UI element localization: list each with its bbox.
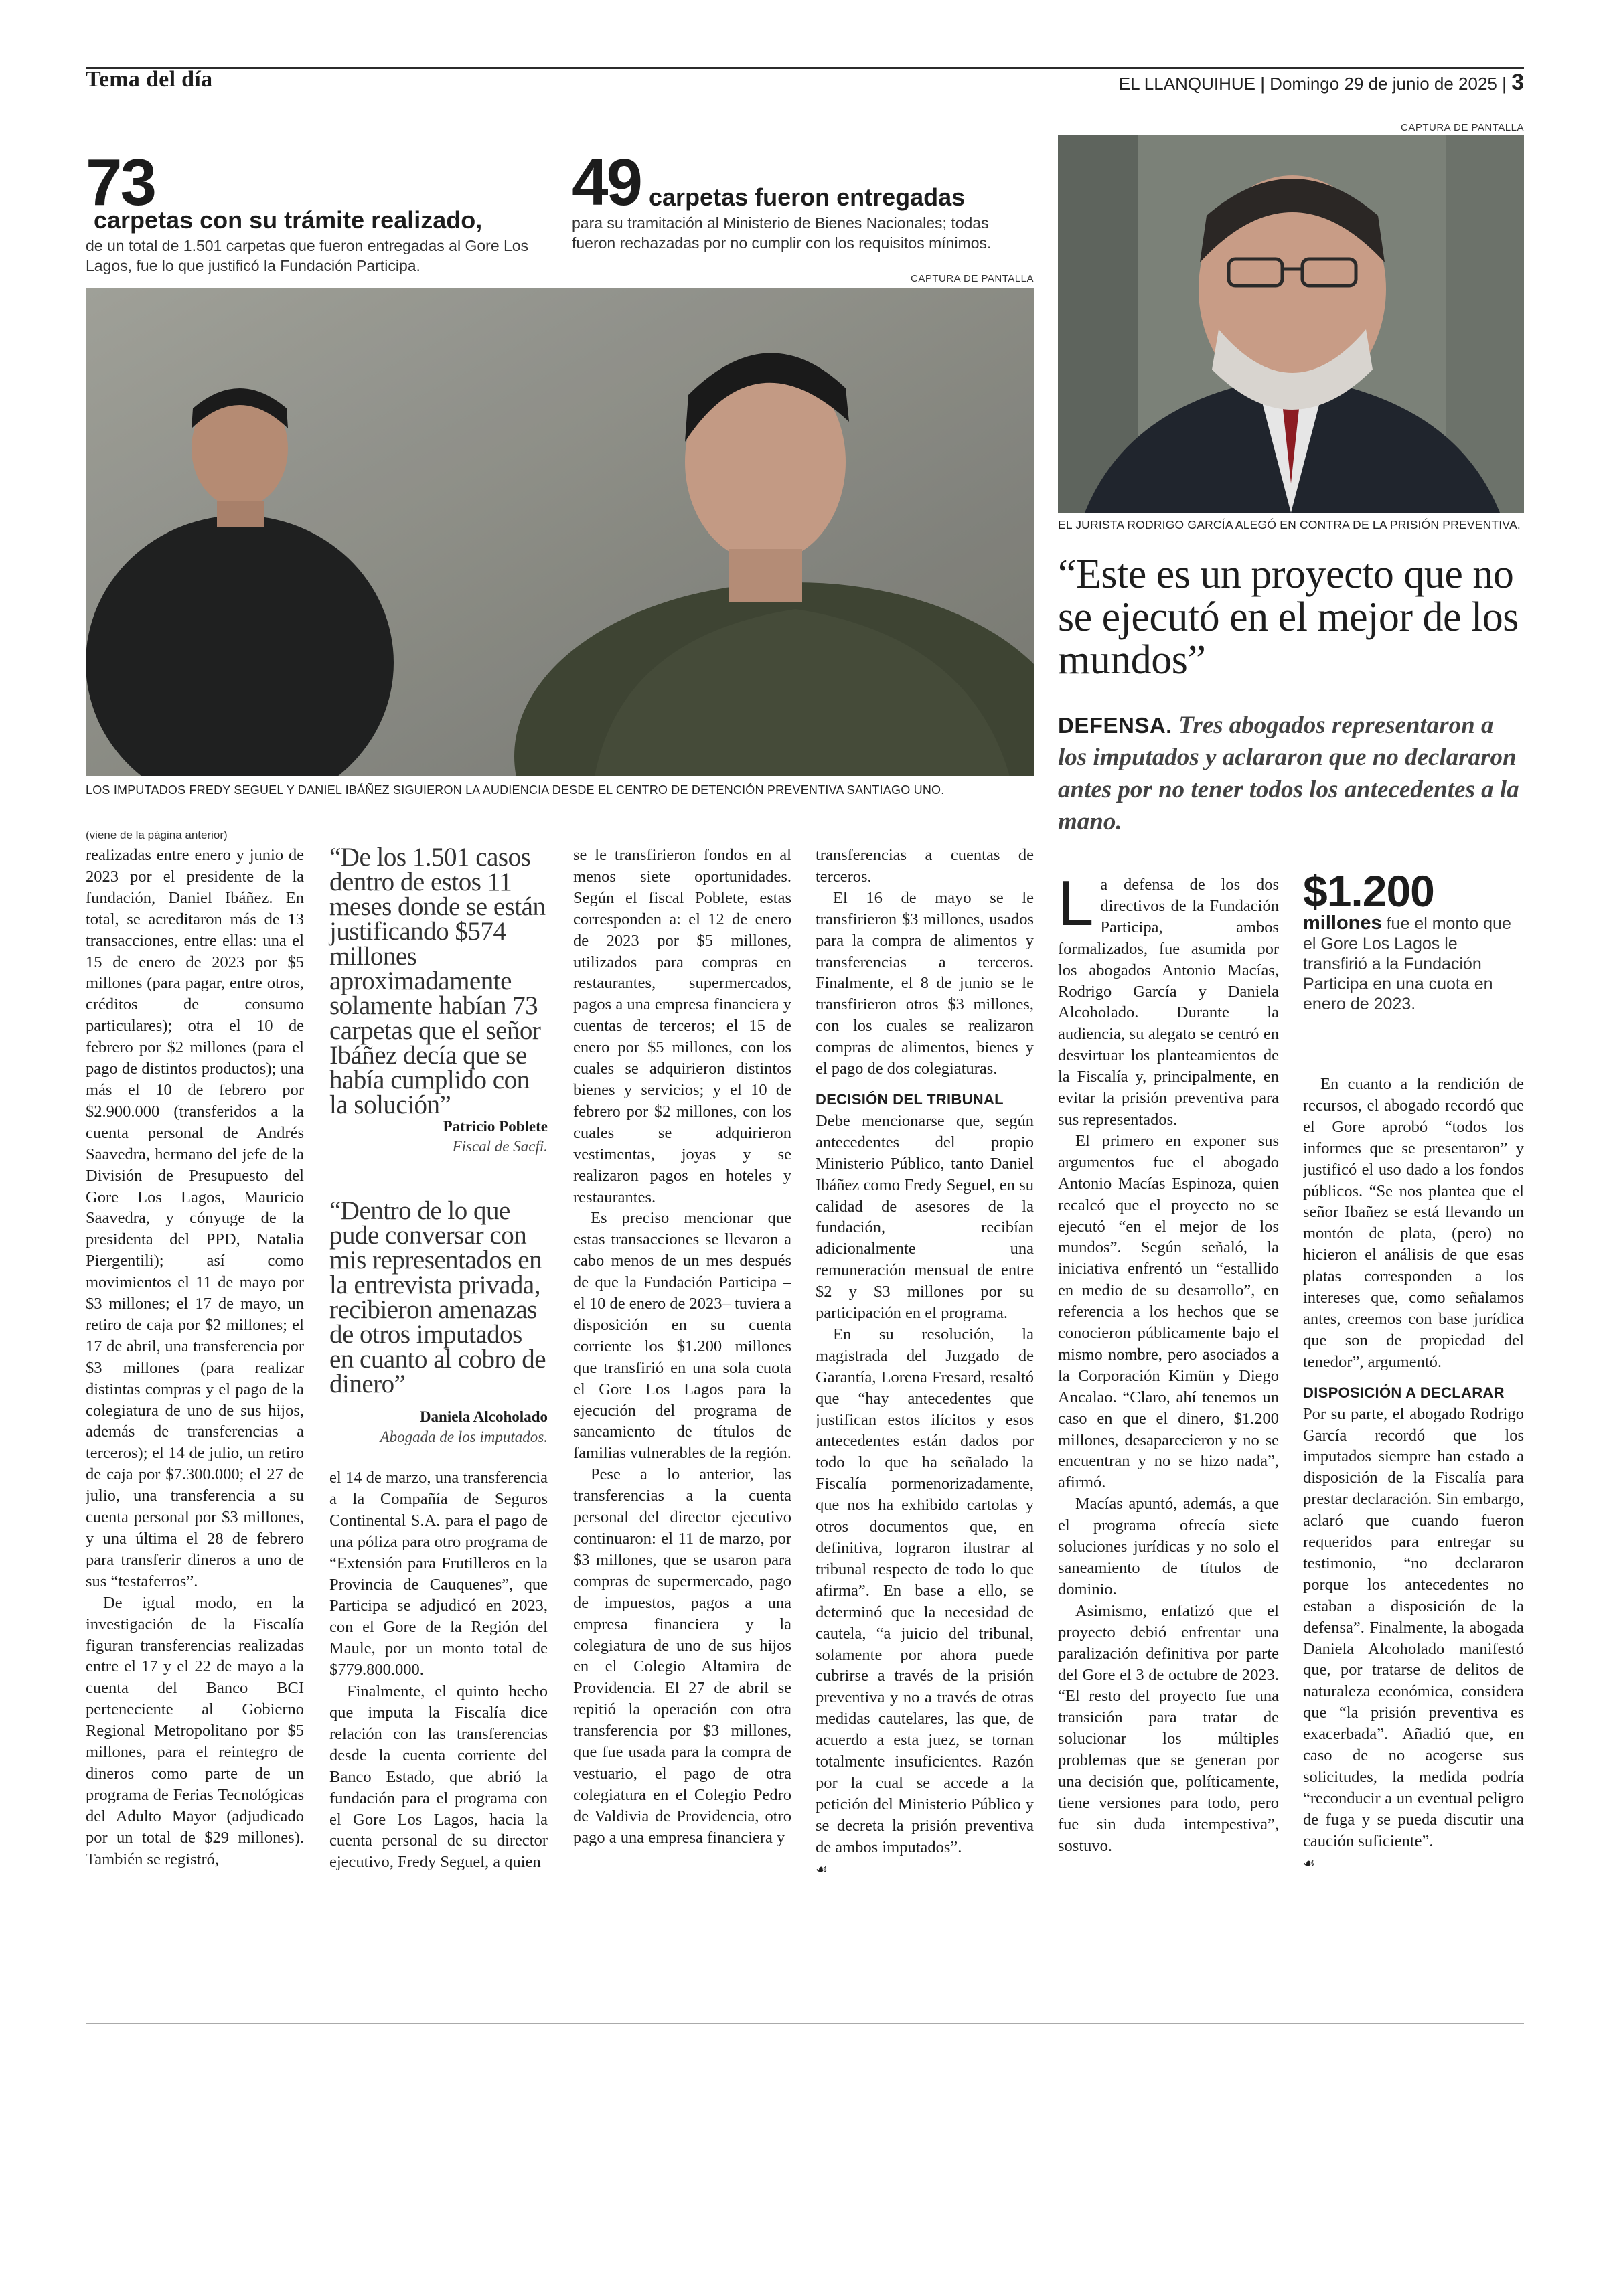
main-photo-caption: LOS IMPUTADOS FREDY SEGUEL Y DANIEL IBÁÑEZ SIGUIERON LA AUDIENCIA DESDE EL CENTRO DE DETENCIÓN PREVENTIVA SANTIAGO UNO. xyxy=(86,783,945,797)
paragraph: El 16 de mayo se le transfirieron $3 millones, usados para la compra de alimentos y transferencias a terceros. Finalmente, el 8 de junio se le transfirieron otros $3 millones, con los cuales se realizaron compras de alimentos, bienes y el pago de dos colegiaturas. xyxy=(816,888,1034,1078)
paragraph: se le transfirieron fondos en al menos siete oportunidades. Según el fiscal Poblete, estas corresponden a: el 12 de enero de 2023 por $5 millones, utilizados para compras en restaurantes, supermercados, pagos a una empresa financiera y cuentas de terceros; el 15 de enero por $5 millones, con los cuales se adquirieron distintos bienes y servicios; y el 10 de febrero por $2 millones, con los cuales se adquirieron vestimentas, joyas y se realizaron pagos en hoteles y restaurantes. xyxy=(573,846,791,1206)
paragraph: De igual modo, en la investigación de la Fiscalía figuran transferencias realizadas entre el 17 y el 22 de mayo a la cuenta del Banco BCI perteneciente al Gobierno Regional Metropolitano por $5 millones, para el reintegro de dineros como parte de un programa de Ferias Tecnológicas del Adulto Mayor (adjudicado por un total de $29 millones). También se registró, xyxy=(86,1593,304,1868)
stat-number: 49 xyxy=(572,145,641,219)
masthead: EL LLANQUIHUE | Domingo 29 de junio de 2025 | 3 xyxy=(1118,70,1524,95)
paragraph: Debe mencionarse que, según antecedentes del propio Ministerio Público, tanto Daniel Ibáñez como Fredy Seguel, en su calidad de asesores de la fundación, recibían adicionalmente una remuneración mensual de entre $2 y $3 millones por su participación en el programa. xyxy=(816,1111,1034,1323)
quote-author: Patricio Poblete xyxy=(443,1118,548,1135)
body-column-3 xyxy=(573,845,791,1909)
paragraph: Pese a lo anterior, las transferencias a la cuenta personal del director ejecutivo continuaron: el 11 de marzo, por $3 millones, que se usaron para compras de supermercado, pago de impuestos, pagos a una empresa financiera y la colegiatura de uno de sus hijos en el Colegio Altamira de Providencia. El 27 de abril se repitió la operación con otra transferencia por $3 millones, que fue usada para la compra de vestuario, el pago de otra colegiatura en el Colegio Pedro de Valdivia de Providencia, otro pago a una empresa financiera y xyxy=(573,1465,791,1847)
side-dek xyxy=(1058,710,1524,838)
quote-author: Daniela Alcoholado xyxy=(419,1408,548,1425)
bottom-rule xyxy=(86,2023,1524,2024)
video-call-image xyxy=(86,288,1034,776)
stat-label: carpetas con su trámite realizado, xyxy=(94,206,483,234)
pull-quote-2: “Dentro de lo que pude conversar con mis representados en la entrevista privada, recibieron amenazas de otros imputados en cuanto al cobro de dinero” xyxy=(329,1196,546,1398)
issue-date: Domingo 29 de junio de 2025 xyxy=(1270,74,1497,94)
side-photo xyxy=(1058,135,1524,513)
header-rule xyxy=(86,67,1524,69)
paper-name: EL LLANQUIHUE xyxy=(1118,74,1255,94)
big-stat-box xyxy=(1303,866,1524,1014)
dek-label: DEFENSA. xyxy=(1058,713,1172,738)
paragraph: Es preciso mencionar que estas transacciones se llevaron a cabo menos de un mes después de que la Fundación Participa –el 10 de enero de 2023– tuviera a disposición en su cuenta corriente los $1.200 millones que transfirió en una sola cuota el Gore Los Lagos para la ejecución del programa de saneamiento de títulos de familias vulnerables de la región. xyxy=(573,1209,791,1463)
body-column-2 xyxy=(329,1467,548,1909)
body-column-4 xyxy=(816,845,1034,1909)
stat-73 xyxy=(86,145,548,276)
portrait-image xyxy=(1058,135,1524,513)
pull-quote-1: “De los 1.501 casos dentro de estos 11 meses donde se están justificando $574 millones aproximadamente solamente habían 73 carpetas que el señor Ibáñez decía que se había cumplido con la solución” xyxy=(329,843,546,1119)
big-stat-text: fue el monto que el Gore Los Lagos le transfirió a la Fundación Participa en una cuota en enero de 2023. xyxy=(1303,914,1511,1013)
paragraph: Por su parte, el abogado Rodrigo García recordó que los imputados siempre han estado a disposición de la Fiscalía para prestar declaración. Sin embargo, aclaró que cuando fueron requeridos para entregar su testimonio, “no declararon porque los antecedentes no estaban a disposición de la defensa”. Finalmente, la abogada Daniela Alcoholado manifestó que, por tratarse de delitos de naturaleza económica, considera que “la prisión preventiva es exacerbada”. Añadió que, en caso de no acogerse sus solicitudes, la medida podría “reconducir a un eventual peligro de fuga y se pueda discutir una caución suficiente”. xyxy=(1303,1404,1524,1850)
quote-role: Fiscal de Sacfi. xyxy=(452,1138,548,1155)
subhead-disposicion: DISPOSICIÓN A DECLARAR xyxy=(1303,1384,1505,1401)
body-column-5 xyxy=(1058,874,1279,1909)
photo-credit: CAPTURA DE PANTALLA xyxy=(911,273,1034,284)
paragraph: el 14 de marzo, una transferencia a la Compañía de Seguros Continental S.A. para el pago de una póliza para otro programa de “Extensión para Frutilleros en la Provincia de Cauquenes”, que Participa se adjudicó en 2023, con el Gore de la Región del Maule, por un monto total de $779.800.000. xyxy=(329,1469,548,1679)
stat-subtext: de un total de 1.501 carpetas que fueron entregadas al Gore Los Lagos, fue lo que justificó la Fundación Participa. xyxy=(86,237,529,274)
big-stat-number: $1.200 xyxy=(1303,866,1434,916)
quote-role: Abogada de los imputados. xyxy=(380,1428,548,1445)
main-photo xyxy=(86,288,1034,776)
paragraph: a defensa de los dos directivos de la Fundación Participa, ambos formalizados, fue asumida por los abogados Antonio Macías, Rodrigo García y Daniela Alcoholado. Durante la audiencia, su alegato se centró en desvirtuar los planteamientos de la Fiscalía y, principalmente, en evitar la prisión preventiva para sus representados. xyxy=(1058,876,1279,1129)
page-number: 3 xyxy=(1511,70,1524,95)
paragraph: En su resolución, la magistrada del Juzgado de Garantía, Lorena Fresard, resaltó que “hay antecedentes que justifican estos ilícitos y esos antecedentes están dados por todo lo que ha señalado la Fiscalía pormenorizadamente, que nos ha exhibido cartolas y otros documentos que, en definitiva, lograron ilustrar al tribunal respecto de todo lo que afirma”. En base a ello, se determinó que la necesidad de cautela, “a juicio del tribunal, solamente por ahora puede cubrirse a través de la prisión preventiva y no a través de otras medidas cautelares, las que, de acuerdo a esta juez, se tornan totalmente insuficientes. Razón por la cual se accede a la petición del Ministerio Público y se decreta la prisión preventiva de ambos imputados”. xyxy=(816,1325,1034,1856)
paragraph: realizadas entre enero y junio de 2023 por el presidente de la fundación, Daniel Ibáñez. En total, se acreditaron más de 13 transacciones, entre ellas: una el 15 de enero de 2023 por $5 millones (para pagar, entre otros, créditos de consumo particulares); otra el 10 de febrero por $2 millones (para el pago de distintos productos); una más el 10 de febrero por $2.900.000 (transferidos a la cuenta personal de Andrés Saavedra, hermano del jefe de la División de Presupuesto del Gore Los Lagos, Mauricio Saavedra, y cónyuge de la presidenta del PPD, Natalia Piergentili); así como movimientos el 11 de mayo por $3 millones; el 17 de mayo, un retiro de caja por $2 millones; el 17 de abril, una transferencia por $3 millones (para realizar distintas compras y el pago de la colegiatura de uno de sus hijos, además de transferencias a terceros); el 14 de julio, un retiro de caja por $7.300.000; el 27 de julio, una transferencia a su cuenta personal por $3 millones, y una última el 28 de febrero para transferir dineros a uno de sus “testaferros”. xyxy=(86,846,304,1590)
end-mark: ☙ xyxy=(816,1860,828,1877)
body-column-1 xyxy=(86,845,304,1909)
paragraph: Asimismo, enfatizó que el proyecto debió enfrentar una paralización definitiva por parte del Gore el 3 de octubre de 2023. “El resto del proyecto fue una transición para tratar de solucionar los múltiples problemas que se generan por una decisión que, políticamente, tiene versiones para todo, pero fue sin duda intempestiva”, sostuvo. xyxy=(1058,1601,1279,1855)
end-mark: ☙ xyxy=(1303,1854,1315,1871)
stat-number: 73 xyxy=(86,145,155,219)
big-stat-bold: millones xyxy=(1303,912,1382,934)
side-photo-caption: EL JURISTA RODRIGO GARCÍA ALEGÓ EN CONTRA DE LA PRISIÓN PREVENTIVA. xyxy=(1058,518,1521,531)
side-headline: “Este es un proyecto que no se ejecutó en el mejor de los mundos” xyxy=(1058,552,1519,683)
quote-1-attribution xyxy=(329,1117,548,1157)
paragraph: En cuanto a la rendición de recursos, el abogado recordó que el Gore aprobó “todos los informes que se presentaron” y justificó el uso dado a los fondos públicos. “Se nos plantea que el señor Ibañez se está llevando un montón de plata, (pero) no hicieron el análisis de que esas platas corresponden a los intereses que, como señalamos antes, creemos con base jurídica que son de propiedad del tenedor”, argumentó. xyxy=(1303,1075,1524,1371)
paragraph: Finalmente, el quinto hecho que imputa la Fiscalía dice relación con las transferencias desde la cuenta corriente del Banco Estado, que abrió la fundación para el programa con el Gore Los Lagos, hacia la cuenta personal de su director ejecutivo, Fredy Seguel, a quien xyxy=(329,1682,548,1872)
drop-cap: L xyxy=(1058,874,1094,939)
paragraph: transferencias a cuentas de terceros. xyxy=(816,846,1034,886)
photo-credit: CAPTURA DE PANTALLA xyxy=(1401,122,1524,133)
paragraph: Macías apuntó, además, a que el programa ofrecía siete soluciones jurídicas y no solo el saneamiento de títulos de dominio. xyxy=(1058,1495,1279,1598)
subhead-decision: DECISIÓN DEL TRIBUNAL xyxy=(816,1090,1004,1108)
quote-2-attribution xyxy=(329,1407,548,1447)
paragraph: El primero en exponer sus argumentos fue el abogado Antonio Macías Espinoza, quien recalcó que el proyecto no se ejecutó “en el mejor de los mundos”. Según señaló, la iniciativa enfrentó un “estallido en medio de su desarrollo”, en referencia a los hechos que se conocieron públicamente bajo el mismo nombre, pero asociados a la Corporación Kimün y Diego Ancalao. “Claro, ahí tenemos un caso en que el dinero, $1.200 millones, desaparecieron y no se encuentran y no se hizo nada”, afirmó. xyxy=(1058,1131,1279,1492)
stat-label: carpetas fueron entregadas xyxy=(649,183,966,211)
stat-subtext: para su tramitación al Ministerio de Bienes Nacionales; todas fueron rechazadas por no cumplir con los requisitos mínimos. xyxy=(572,214,992,252)
body-column-6 xyxy=(1303,1074,1524,1909)
dek-text: Tres abogados representaron a los imputados y aclararon que no declararon antes por no tener todos los antecedentes a la mano. xyxy=(1058,712,1519,835)
continued-label: (viene de la página anterior) xyxy=(86,829,228,841)
stat-49 xyxy=(572,145,1034,253)
section-title: Tema del día xyxy=(86,67,213,92)
